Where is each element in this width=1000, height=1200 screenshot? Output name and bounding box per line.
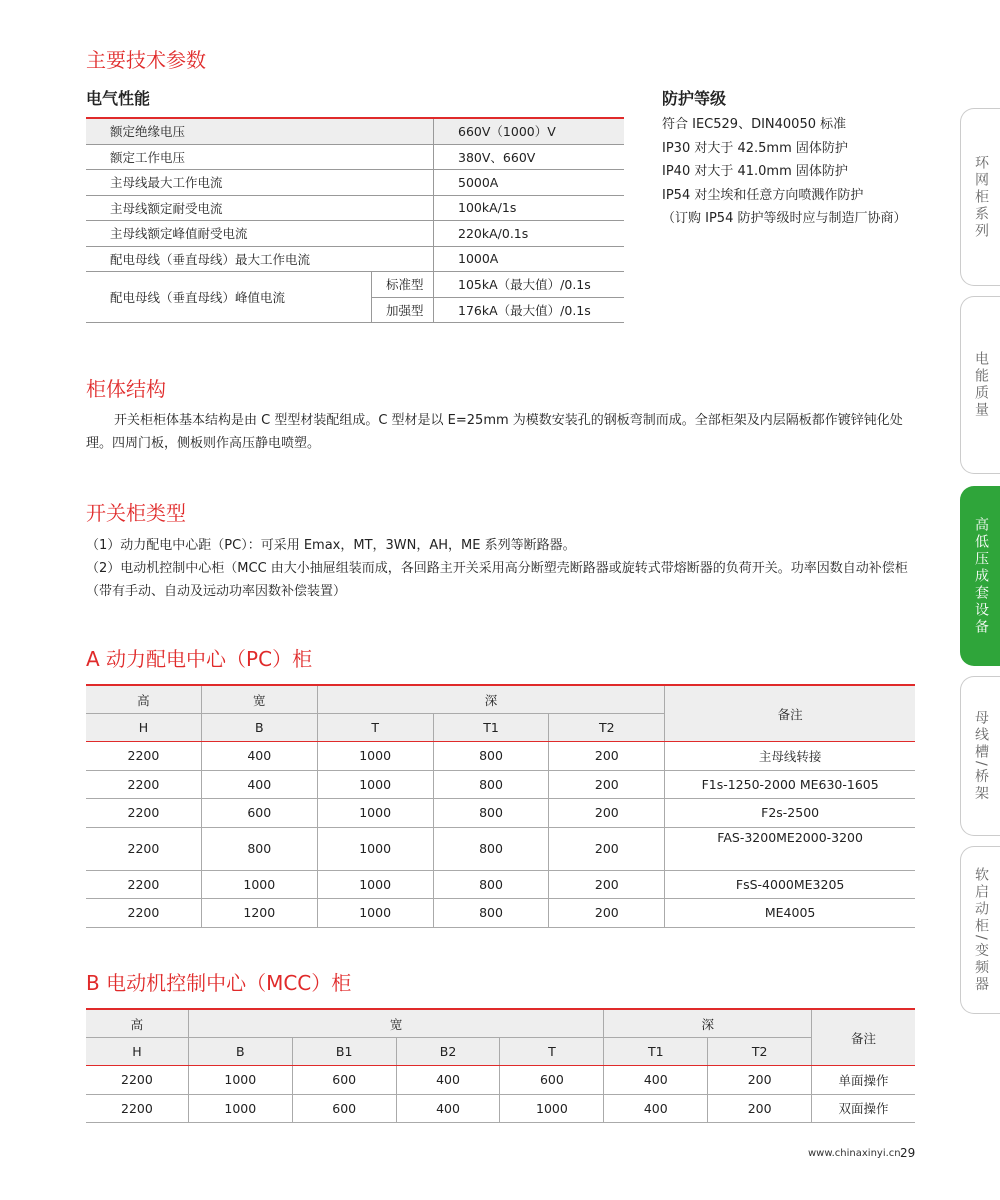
col-header-height: 高 bbox=[86, 1009, 188, 1038]
protection-heading: 防护等级 bbox=[662, 89, 727, 108]
table-cell: 200 bbox=[549, 870, 665, 899]
types-title: 开关柜类型 bbox=[86, 501, 186, 525]
table-cell: 1000 bbox=[317, 770, 433, 799]
side-tab-busway[interactable] bbox=[960, 676, 1000, 836]
table-cell: FsS-4000ME3205 bbox=[665, 870, 915, 899]
table-cell: 600 bbox=[292, 1094, 396, 1123]
col-header-T1: T1 bbox=[604, 1038, 708, 1066]
table-cell: 200 bbox=[708, 1066, 812, 1095]
table-cell: F1s-1250-2000 ME630-1605 bbox=[665, 770, 915, 799]
table-cell: 额定工作电压 bbox=[86, 144, 434, 170]
table-cell: 220kA/0.1s bbox=[434, 221, 625, 247]
table-cell: 200 bbox=[549, 742, 665, 771]
table-cell: 1000 bbox=[317, 742, 433, 771]
list-item: IP54 对尘埃和任意方向喷溅作防护 bbox=[662, 187, 864, 203]
table-cell: 800 bbox=[433, 799, 549, 828]
table-row bbox=[86, 246, 624, 272]
side-tab-switchgear[interactable] bbox=[960, 486, 1000, 666]
side-tab-label: 母线槽/桥架 bbox=[973, 709, 989, 803]
table-cell: 1000 bbox=[317, 799, 433, 828]
side-tab-label: 软启动柜/变频器 bbox=[973, 866, 989, 994]
table-cell: 400 bbox=[201, 770, 317, 799]
table-cell: 2200 bbox=[86, 870, 201, 899]
table-cell: 1000A bbox=[434, 246, 625, 272]
types-line-1: （1）动力配电中心距（PC）：可采用 Emax，MT，3WN，AH，ME 系列等断路器。 bbox=[86, 538, 576, 553]
table-cell: 1000 bbox=[201, 870, 317, 899]
table-cell: F2s-2500 bbox=[665, 799, 915, 828]
types-line-2: （2）电动机控制中心柜（MCC 由大小抽屉组装而成，各回路主开关采用高分断塑壳断路器或旋转式带熔断器的负荷开关。功率因数自动补偿柜（带有手动、自动及远动功率因数补偿装置） bbox=[86, 561, 908, 599]
col-header-B: B bbox=[188, 1038, 292, 1066]
page-title: 主要技术参数 bbox=[86, 48, 206, 72]
table-cell: 配电母线（垂直母线）峰值电流 bbox=[86, 272, 372, 323]
side-tab-soft-starter[interactable] bbox=[960, 846, 1000, 1014]
table-cell: 200 bbox=[549, 799, 665, 828]
list-item: （订购 IP54 防护等级时应与制造厂协商） bbox=[662, 211, 907, 226]
table-cell: 2200 bbox=[86, 799, 201, 828]
table-cell: 105kA（最大值）/0.1s bbox=[434, 272, 625, 298]
table-cell: 176kA（最大值）/0.1s bbox=[434, 297, 625, 323]
table-row bbox=[86, 221, 624, 247]
table-cell: 400 bbox=[604, 1094, 708, 1123]
table-header-row bbox=[86, 685, 915, 714]
table-cell: 1000 bbox=[188, 1094, 292, 1123]
table-cell: 600 bbox=[201, 799, 317, 828]
table-cell: 主母线额定耐受电流 bbox=[86, 195, 434, 221]
table-cell: 2200 bbox=[86, 899, 201, 928]
table-cell: 1000 bbox=[317, 870, 433, 899]
table-cell: 600 bbox=[500, 1066, 604, 1095]
table-row bbox=[86, 118, 624, 144]
table-cell: ME4005 bbox=[665, 899, 915, 928]
table-cell: 800 bbox=[433, 770, 549, 799]
table-header-row bbox=[86, 1009, 915, 1038]
table-row bbox=[86, 170, 624, 196]
side-tab-label: 高低压成套设备 bbox=[973, 516, 989, 636]
table-row bbox=[86, 899, 915, 928]
table-cell: 2200 bbox=[86, 742, 201, 771]
mcc-title: B 电动机控制中心（MCC）柜 bbox=[86, 971, 352, 995]
table-row bbox=[86, 1094, 915, 1123]
table-cell: 2200 bbox=[86, 827, 201, 870]
table-cell: 双面操作 bbox=[812, 1094, 915, 1123]
table-header-row bbox=[86, 1038, 915, 1066]
protection-list bbox=[662, 113, 906, 231]
table-cell: 400 bbox=[396, 1066, 500, 1095]
table-cell: 400 bbox=[201, 742, 317, 771]
table-row bbox=[86, 195, 624, 221]
col-header-H: H bbox=[86, 714, 201, 742]
table-cell: 200 bbox=[708, 1094, 812, 1123]
table-cell: 200 bbox=[549, 770, 665, 799]
table-row bbox=[86, 1066, 915, 1095]
table-cell: 主母线转接 bbox=[665, 742, 915, 771]
col-header-width: 宽 bbox=[188, 1009, 603, 1038]
col-header-height: 高 bbox=[86, 685, 201, 714]
col-header-T: T bbox=[317, 714, 433, 742]
table-cell: 200 bbox=[549, 899, 665, 928]
col-header-B2: B2 bbox=[396, 1038, 500, 1066]
table-cell: 400 bbox=[604, 1066, 708, 1095]
side-tab-label: 电能质量 bbox=[973, 351, 989, 419]
table-cell: 额定绝缘电压 bbox=[86, 118, 434, 144]
table-row bbox=[86, 742, 915, 771]
table-cell: 配电母线（垂直母线）最大工作电流 bbox=[86, 246, 434, 272]
table-cell: 加强型 bbox=[372, 297, 434, 323]
table-row bbox=[86, 870, 915, 899]
col-header-T2: T2 bbox=[708, 1038, 812, 1066]
table-row bbox=[86, 770, 915, 799]
electrical-table bbox=[86, 117, 624, 323]
table-cell: 1000 bbox=[188, 1066, 292, 1095]
table-cell: 800 bbox=[433, 742, 549, 771]
table-cell: 1000 bbox=[317, 899, 433, 928]
table-cell: 标准型 bbox=[372, 272, 434, 298]
table-cell: FAS-3200ME2000-3200 bbox=[665, 827, 915, 870]
col-header-T1: T1 bbox=[433, 714, 549, 742]
side-tab-label: 环网柜系列 bbox=[973, 154, 989, 240]
col-header-H: H bbox=[86, 1038, 188, 1066]
col-header-note: 备注 bbox=[812, 1009, 915, 1066]
pc-table bbox=[86, 684, 915, 928]
page-number: 29 bbox=[900, 1146, 916, 1160]
col-header-B: B bbox=[201, 714, 317, 742]
electrical-heading: 电气性能 bbox=[86, 89, 151, 108]
structure-text: 开关柜柜体基本结构是由 C 型型材装配组成。C 型材是以 E=25mm 为模数安装孔的钢板弯制而成。全部柜架及内层隔板都作镀锌钝化处理。四周门板，侧板则作高压静电喷塑。 bbox=[86, 413, 903, 451]
table-cell: 800 bbox=[433, 870, 549, 899]
col-header-width: 宽 bbox=[201, 685, 317, 714]
table-cell: 2200 bbox=[86, 1066, 188, 1095]
list-item: IP30 对大于 42.5mm 固体防护 bbox=[662, 140, 848, 156]
col-header-T2: T2 bbox=[549, 714, 665, 742]
table-cell: 主母线最大工作电流 bbox=[86, 170, 434, 196]
table-cell: 主母线额定峰值耐受电流 bbox=[86, 221, 434, 247]
side-tab-ring-main-unit[interactable] bbox=[960, 108, 1000, 286]
table-cell: 1000 bbox=[500, 1094, 604, 1123]
table-cell: 1000 bbox=[317, 827, 433, 870]
col-header-note: 备注 bbox=[665, 685, 915, 742]
table-row bbox=[86, 827, 915, 870]
table-cell: 1200 bbox=[201, 899, 317, 928]
table-row bbox=[86, 144, 624, 170]
structure-title: 柜体结构 bbox=[86, 377, 166, 401]
table-cell: 800 bbox=[433, 827, 549, 870]
footer-url: www.chinaxinyi.cn bbox=[808, 1148, 901, 1159]
table-cell: 200 bbox=[549, 827, 665, 870]
table-cell: 660V（1000）V bbox=[434, 118, 625, 144]
col-header-depth: 深 bbox=[317, 685, 665, 714]
table-cell: 380V、660V bbox=[434, 144, 625, 170]
col-header-B1: B1 bbox=[292, 1038, 396, 1066]
mcc-table bbox=[86, 1008, 915, 1123]
list-item: 符合 IEC529、DIN40050 标准 bbox=[662, 117, 847, 132]
table-row bbox=[86, 799, 915, 828]
table-cell: 2200 bbox=[86, 1094, 188, 1123]
col-header-depth: 深 bbox=[604, 1009, 812, 1038]
table-row bbox=[86, 272, 624, 298]
side-tab-power-quality[interactable] bbox=[960, 296, 1000, 474]
table-cell: 400 bbox=[396, 1094, 500, 1123]
table-cell: 2200 bbox=[86, 770, 201, 799]
table-cell: 单面操作 bbox=[812, 1066, 915, 1095]
col-header-T: T bbox=[500, 1038, 604, 1066]
table-cell: 5000A bbox=[434, 170, 625, 196]
table-cell: 800 bbox=[201, 827, 317, 870]
pc-title: A 动力配电中心（PC）柜 bbox=[86, 647, 313, 671]
table-cell: 800 bbox=[433, 899, 549, 928]
table-cell: 100kA/1s bbox=[434, 195, 625, 221]
table-cell: 600 bbox=[292, 1066, 396, 1095]
list-item: IP40 对大于 41.0mm 固体防护 bbox=[662, 164, 848, 179]
